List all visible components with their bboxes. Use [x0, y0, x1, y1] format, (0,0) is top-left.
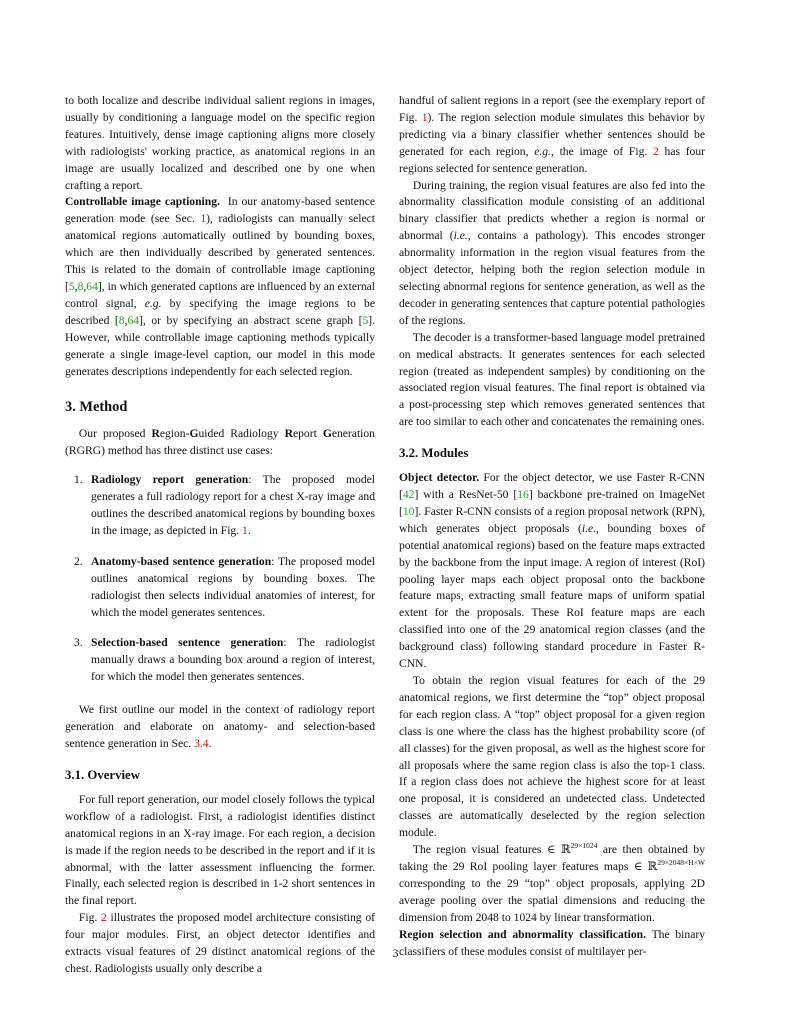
figure-ref[interactable]: 2 [101, 911, 107, 925]
paragraph [399, 93, 705, 178]
paragraph [65, 910, 375, 978]
paragraph [65, 426, 375, 460]
citation[interactable]: 64 [86, 279, 98, 293]
citation[interactable]: 64 [127, 313, 140, 327]
text: e.g. [534, 144, 551, 158]
text: ] with a ResNet-50 [ [414, 488, 518, 502]
text: , bounding boxes of potential anatomical regions) based on the feature maps extracted by the backbone from the input image. A region of interest (RoI) pooling layer maps each object proposal onto the backbone feature maps, extracting small feature maps of uniform spatial extent for the proposals. These RoI feature maps are each classified into one of the 29 anatomical region classes (and the background class) following standard procedure in Faster R-CNN. [399, 521, 705, 671]
figure-ref[interactable]: 1 [242, 523, 248, 537]
section-ref[interactable]: 3.4 [194, 737, 209, 750]
text: R [284, 427, 293, 441]
superscript: 29×1024 [570, 841, 598, 851]
citation[interactable]: 5 [362, 313, 369, 327]
figure-ref[interactable]: 1 [421, 110, 428, 124]
text: , contains a pathology). This encodes stronger abnormality information in the region visual features from the object detector, helping both the region selection module in selecting abnormal regions for sentence generation, as well as the decoder in generating sentences that capture potential pathologies of the regions. [399, 229, 705, 327]
text: ]. Faster R-CNN consists of a region proposal network (RPN), which generates object proposals ( [399, 504, 705, 535]
subsection-heading: 3.2. Modules [399, 446, 469, 461]
text: i.e. [581, 521, 597, 535]
paragraph: We first outline our model in the context of radiology report generation and elaborate on anatomy- and selection-based sentence generation in Sec. 3.4. [65, 703, 375, 750]
list-number: 2. [74, 554, 83, 568]
list-number: 3. [74, 636, 83, 650]
run-in-heading: Object detector. [399, 471, 480, 485]
paragraph: The decoder is a transformer-based language model pretrained on medical abstracts. It generates sentences for each selected region (treated as independent samples) by conditioning on the associated region visual features. The final report is obtained via a post-processing step which removes generated sentences that are too similar to each other and concatenates the remaining ones. [399, 330, 705, 429]
page-number: 3 [392, 947, 399, 960]
text: : The radiologist manually draws a bounding box around a region of interest, for which the model then generates sentences. [91, 636, 375, 684]
list-item: 1. Radiology report generation: The proposed model generates a full radiology report for a chest X-ray image and outlines the described anatomical regions by bounding boxes in the image, as depicted in Fig. 1. [74, 473, 376, 537]
text: has four regions selected for sentence generation. [399, 144, 706, 175]
left-column [65, 93, 375, 978]
citation[interactable]: 8 [118, 313, 125, 327]
text: uided Radiology [198, 427, 285, 441]
text: ). The region selection module simulates this behavior by predicting via a binary classifier whether sentences should be generated for each region, [399, 110, 706, 158]
text: : The proposed model outlines anatomical regions by bounding boxes. The radiologist then selects individual anatomies of interest, for which the model generates sentences. [91, 554, 375, 619]
text: G [189, 427, 199, 441]
citation[interactable]: 16 [517, 488, 529, 502]
paragraph: For full report generation, our model closely follows the typical workflow of a radiologist. First, a radiologist identifies distinct anatomical regions in an X-ray image. For each region, a decision is made if the region needs to be described in the report and if it is abnormal, with the latter assessment influencing the former. Finally, each selected region is described in 1-2 short sentences in the final report. [65, 792, 375, 908]
text: eport [292, 427, 323, 441]
citation[interactable]: 5 [68, 279, 75, 293]
text: The region visual features ∈ ℝ [412, 843, 571, 857]
right-column [399, 93, 705, 960]
text: : The proposed model generates a full radiology report for a chest X-ray image and outlines the described anatomical regions by bounding boxes in the image, as depicted in Fig. [91, 473, 376, 537]
paragraph [399, 178, 705, 330]
subsection-heading: 3.1. Overview [65, 767, 140, 782]
list-item-heading: Radiology report generation [91, 473, 249, 487]
paragraph: Controllable image captioning. In our anatomy-based sentence generation mode (see Sec. 1), radiologists can manually select anatomical regions automatically outlined by bounding boxes, which are then individually described by generated sentences. This is related to the domain of controllable image captioning [5,8,64], in which generated captions are influenced by an external control signal, e.g. by specifying the image regions to be described [8,64], or by specifying an abstract scene graph [5]. However, while controllable image captioning methods typically generate a single image-level caption, our model in this mode generates descriptions independently for each selected region. [65, 195, 375, 378]
superscript: 29×2048×H×W [657, 858, 705, 868]
text: illustrates the proposed model architecture consisting of four major modules. First, an object detector identifies and extracts visual features of 29 distinct anatomical regions of the chest. Radiologists usually only describe a [65, 911, 375, 975]
text: ], in which generated captions are influenced by an external control signal, [65, 279, 375, 310]
run-in-heading: Region selection and abnormality classification. [399, 927, 646, 941]
citation[interactable]: 8 [77, 279, 84, 293]
text: We first outline our model in the context of radiology report generation and elaborate on anatomy- and selection-based sentence generation in Sec. [65, 703, 375, 750]
citation[interactable]: 42 [402, 488, 415, 502]
paragraph: To obtain the region visual features for each of the 29 anatomical regions, we first determine the “top” object proposal for each region class. A “top” object proposal for a given region class is one where the class has the highest probability score (of all classes) for the given proposal, as well as the highest score for all proposals where the same region class is also the top-1 class. If a region class does not achieve the highest score for at least one proposal, it is considered an undetected class. Undetected classes are automatically deselected by the region selection module. [399, 674, 705, 840]
text: are then obtained by taking the 29 RoI pooling layer features maps ∈ ℝ [399, 843, 705, 873]
text: ), radiologists can manually select anatomical regions automatically outlined by bounding boxes, which are then individually described by generated sentences. This is related to the domain of controllable image captioning [ [65, 212, 375, 293]
list-item [65, 554, 375, 622]
use-case-list [65, 472, 375, 686]
list-item [65, 635, 375, 686]
section-heading: 3. Method [65, 399, 128, 416]
citation[interactable]: 10 [402, 504, 415, 518]
paragraph [399, 842, 705, 927]
text: ], or by specifying an abstract scene graph [ [139, 313, 363, 327]
paragraph [399, 470, 705, 673]
list-item-heading: Selection-based sentence generation [91, 636, 284, 650]
text: handful of salient regions in a report (see the exemplary report of Fig. [399, 94, 705, 124]
text: G [322, 427, 332, 441]
list-item-heading: Anatomy-based sentence generation [91, 554, 272, 568]
text: eneration (RGRG) method has three distinct use cases: [65, 427, 375, 458]
text: corresponding to the 29 “top” object proposals, applying 2D average pooling over the spatial dimensions and reducing the dimension from 2048 to 1024 by linear transformation. [399, 876, 705, 924]
text: The binary classifiers of these modules consist of multilayer per- [399, 927, 705, 958]
text: , the image of Fig. [550, 144, 653, 158]
text: For the object detector, we use Faster R-CNN [ [399, 471, 706, 502]
text: e.g. [144, 296, 162, 310]
text: Fig. [78, 911, 101, 925]
text: During training, the region visual features are also fed into the abnormality classification module consisting of an additional binary classifier that predicts whether a region is normal or abnormal ( [399, 178, 705, 243]
text: ]. However, while controllable image captioning methods typically generate a single image-level caption, our model in this mode generates descriptions independently for each selected region. [65, 313, 375, 378]
paragraph: to both localize and describe individual salient regions in images, usually by conditioning a language model on the specific region features. Intuitively, dense image captioning aligns more closely with radiologists' working practice, as anatomical regions in an image are usually localized and described one by one when crafting a report. [65, 94, 375, 192]
text: R [151, 427, 160, 441]
text: Our proposed [78, 427, 152, 441]
figure-ref[interactable]: 2 [653, 144, 659, 158]
run-in-heading: Controllable image captioning. [65, 195, 220, 209]
text: ] backbone pre-trained on ImageNet [ [399, 488, 705, 518]
section-ref[interactable]: 1 [200, 212, 207, 226]
text: In our anatomy-based sentence generation mode (see Sec. [65, 195, 375, 226]
text: egion- [159, 427, 190, 441]
text: by specifying the image regions to be described [ [65, 296, 375, 327]
list-number: 1. [74, 473, 83, 487]
text: i.e. [453, 229, 468, 243]
